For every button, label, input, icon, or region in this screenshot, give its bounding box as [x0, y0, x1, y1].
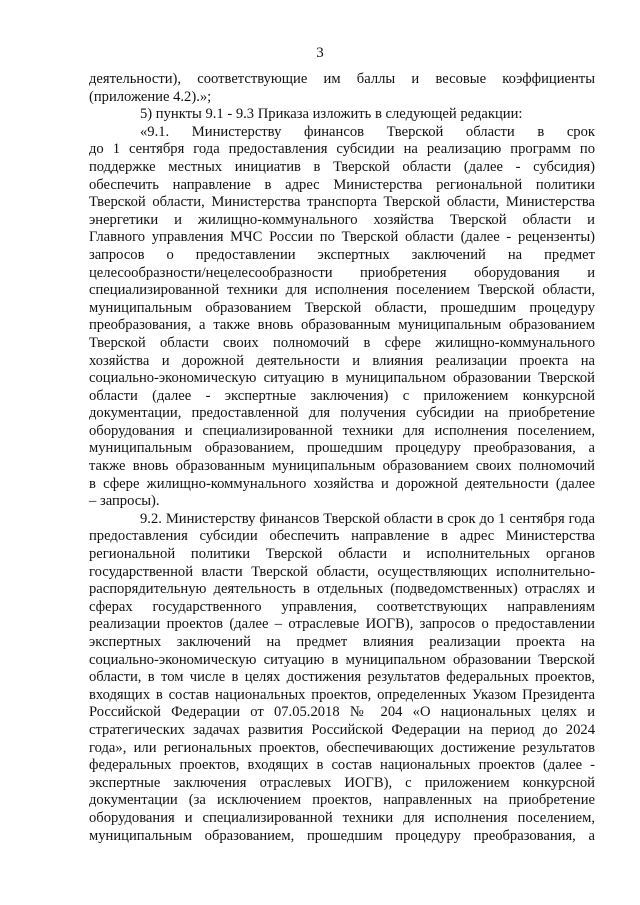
text-line: – запросы).	[89, 493, 160, 510]
text-line: региональной политики Тверской области и исполнительных органов	[89, 546, 595, 563]
text-line: оборудования и специализированной техники для исполнения поселением,	[89, 809, 595, 826]
text-line: оборудования и специализированной техники для исполнения поселением,	[89, 422, 595, 439]
text-line: экспертных заключений на предмет влияния реализации проекта на	[89, 634, 595, 650]
text-line: экспертные заключения отраслевых ИОГВ), с приложением конкурсной	[89, 774, 595, 791]
text-line: области (далее - экспертные заключения) с приложением конкурсной	[89, 387, 595, 404]
text-line: сферах государственного управления, соответствующих направлениям	[89, 598, 595, 615]
text-line: целесообразности/нецелесообразности приобретения оборудования и	[89, 264, 595, 281]
text-line: в сфере жилищно-коммунального хозяйства и дорожной деятельности (далее	[89, 475, 595, 492]
page-number: 3	[316, 45, 324, 61]
text-line: энергетики и жилищно-коммунального хозяйства Тверской области и	[89, 211, 595, 228]
text-line: документации (за исключением проектов, направленных на приобретение	[89, 792, 595, 809]
text-line: документации, предоставленной для получения субсидии на приобретение	[89, 405, 595, 422]
text-line: социально-экономическую ситуацию в муниципальном образовании Тверской	[89, 651, 595, 668]
text-line: также вновь образованным муниципальным образованием своих полномочий	[89, 458, 595, 475]
text-line: хозяйства и дорожной деятельности и влияния реализации проекта на	[89, 352, 595, 369]
text-line: муниципальным образованием, прошедшим процедуру преобразования, а	[89, 440, 595, 457]
text-line: распорядительную деятельность в отдельных (подведомственных) отраслях и	[89, 581, 595, 598]
text-line: социально-экономическую ситуацию в муниципальном образовании Тверской	[89, 370, 595, 387]
text-line: муниципальным образованием, прошедшим процедуру преобразования, а	[89, 827, 595, 844]
text-line: запросов о предоставлении экспертных заключений на предмет	[89, 246, 595, 263]
text-line: «9.1. Министерству финансов Тверской области в срок	[140, 123, 595, 140]
text-line: стратегических задачах развития Российской Федерации на период до 2024	[89, 721, 595, 738]
text-line: государственной власти Тверской области, осуществляющих исполнительно-	[89, 563, 595, 580]
text-line: преобразования, а также вновь образованным муниципальным образованием	[89, 317, 595, 334]
text-line: года», или региональных проектов, обеспечивающих достижение результатов	[89, 739, 595, 756]
text-line: Главного управления МЧС России по Тверской области (далее - рецензенты)	[89, 229, 595, 246]
text-line: области, в том числе в целях достижения результатов федеральных проектов,	[89, 669, 595, 686]
text-line: реализации проектов (далее – отраслевые ИОГВ), запросов о предоставлении	[89, 616, 595, 633]
text-line: поддержке местных инициатив в Тверской области (далее - субсидия)	[89, 158, 595, 175]
text-line: федеральных проектов, входящих в состав национальных проектов (далее -	[89, 757, 595, 774]
document-body	[89, 71, 595, 845]
text-line: Российской Федерации от 07.05.2018 № 204 «О национальных целях и	[89, 704, 595, 721]
text-line: Тверской области, Министерства транспорта Тверской области, Министерства	[89, 194, 595, 211]
text-line: входящих в состав национальных проектов, определенных Указом Президента	[89, 686, 595, 703]
text-line: Тверской области своих полномочий в сфере жилищно-коммунального	[89, 334, 595, 351]
text-line: 9.2. Министерству финансов Тверской области в срок до 1 сентября года	[140, 510, 595, 527]
text-line: до 1 сентября года предоставления субсидии на реализацию программ по	[89, 141, 595, 158]
text-line: деятельности), соответствующие им баллы и весовые коэффициенты	[89, 71, 595, 87]
text-line: муниципальным образованием Тверской области, прошедшим процедуру	[89, 299, 595, 316]
text-line: обеспечить направление в адрес Министерства региональной политики	[89, 176, 595, 193]
text-line: предоставления субсидии обеспечить направление в адрес Министерства	[89, 528, 595, 545]
text-line: 5) пункты 9.1 - 9.3 Приказа изложить в следующей редакции:	[140, 106, 523, 123]
text-line: (приложение 4.2).»;	[89, 88, 212, 105]
text-line: специализированной техники для исполнения поселением Тверской области,	[89, 282, 595, 299]
